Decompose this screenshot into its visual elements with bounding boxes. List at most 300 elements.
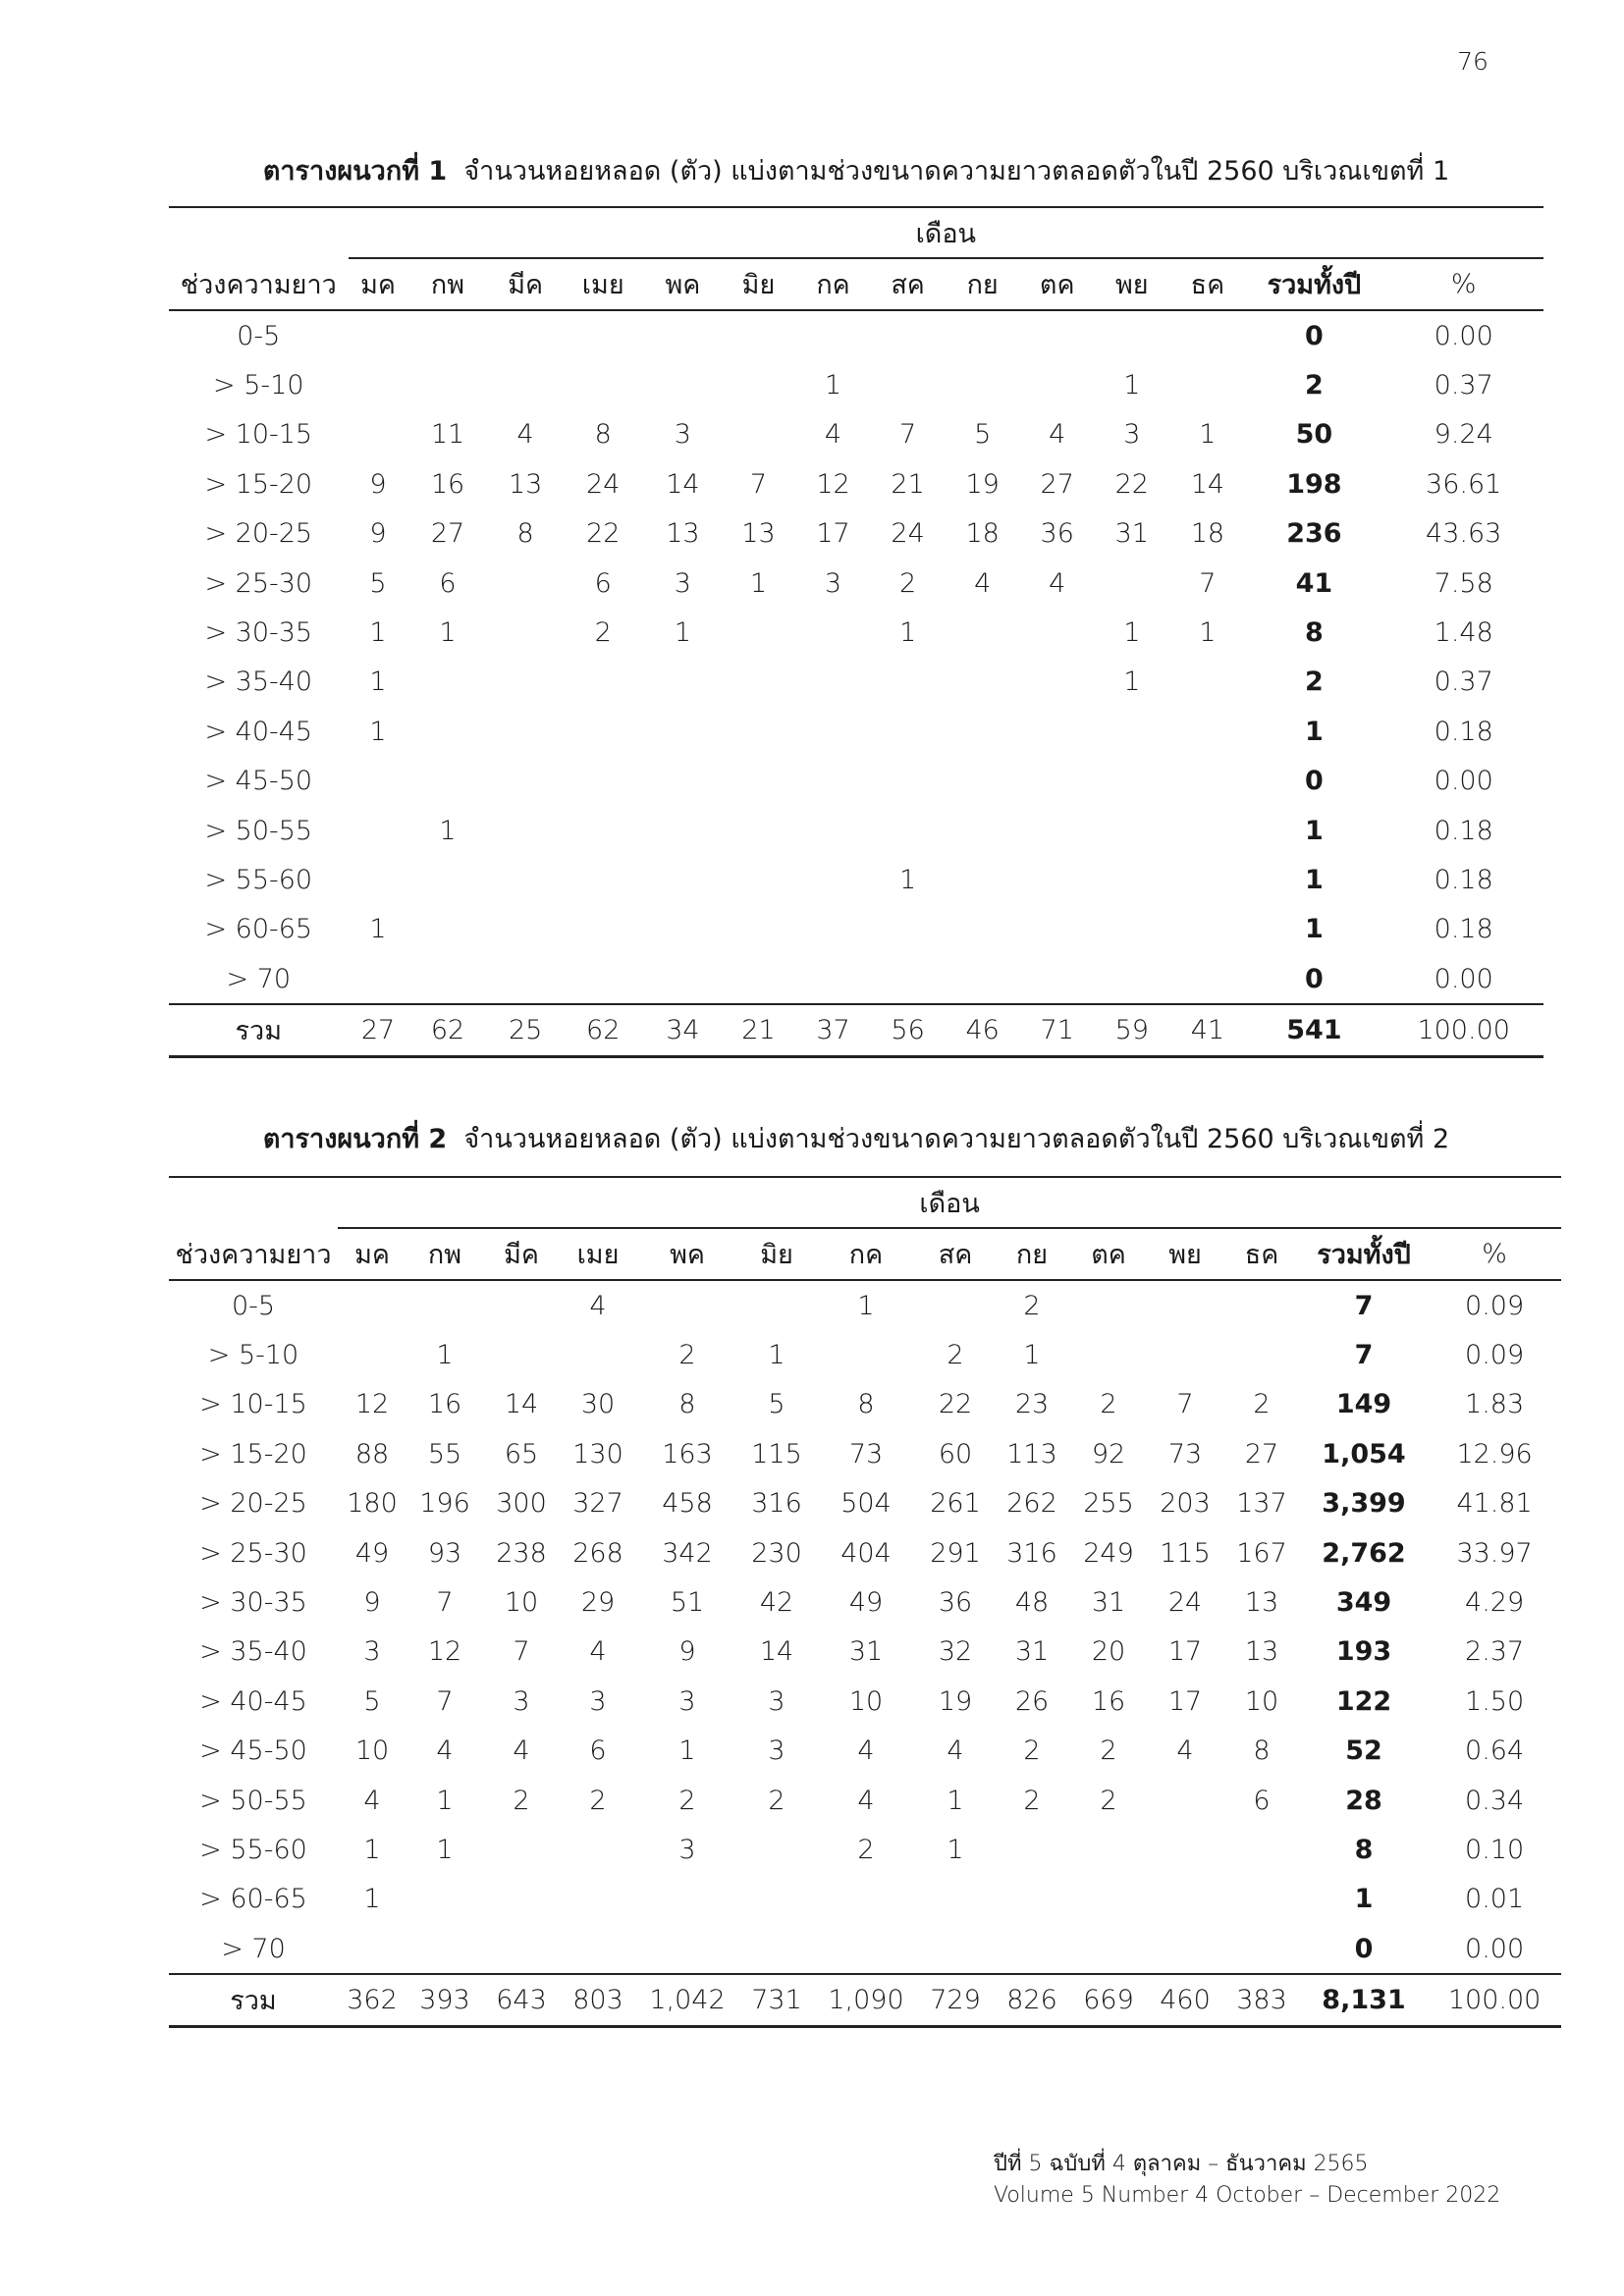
month-count-cell: 10 — [848, 1685, 884, 1717]
month-count-cell — [1093, 855, 1170, 904]
month-count-cell: 4 — [363, 1785, 381, 1816]
month-count-cell: 1 — [1123, 667, 1141, 698]
table-1-column-header: กพ — [407, 258, 487, 310]
month-count-cell: 5 — [768, 1389, 785, 1420]
month-count-cell: 3 — [768, 1685, 785, 1717]
month-count-cell: 1 — [369, 716, 387, 747]
month-count-cell — [723, 806, 794, 855]
month-count-cell — [338, 1330, 406, 1379]
month-count-cell: 12 — [816, 468, 850, 500]
table-row — [169, 1330, 1561, 1379]
total-row-cell: 62 — [407, 1004, 487, 1056]
month-count-cell: 5 — [974, 419, 992, 451]
month-count-cell: 180 — [347, 1488, 398, 1520]
month-count-cell: 5 — [369, 567, 387, 599]
table-row — [169, 1380, 1561, 1429]
month-count-cell: 196 — [419, 1488, 470, 1520]
month-count-cell: 6 — [1253, 1785, 1271, 1816]
month-count-cell — [349, 954, 408, 1004]
month-count-cell — [564, 658, 643, 707]
month-count-cell — [1021, 707, 1093, 756]
total-row-cell: 826 — [994, 1974, 1070, 2026]
length-range-cell: > 40-45 — [204, 716, 313, 747]
month-count-cell: 10 — [504, 1587, 539, 1619]
month-count-cell — [1170, 658, 1244, 707]
month-count-cell: 9 — [363, 1587, 381, 1619]
month-count-cell: 404 — [840, 1537, 892, 1569]
month-count-cell: 4 — [1049, 419, 1066, 451]
month-count-cell: 6 — [439, 567, 457, 599]
month-count-cell: 3 — [589, 1685, 607, 1717]
month-count-cell — [1223, 1825, 1300, 1874]
month-count-cell — [738, 1875, 815, 1924]
total-row-cell: 34 — [643, 1004, 723, 1056]
month-count-cell — [564, 855, 643, 904]
month-count-cell: 27 — [1040, 468, 1074, 500]
month-count-cell — [872, 310, 944, 360]
month-count-cell — [815, 1330, 917, 1379]
month-count-cell — [1021, 310, 1093, 360]
percent-cell: 12.96 — [1456, 1438, 1533, 1469]
month-count-cell — [643, 707, 723, 756]
month-count-cell — [407, 360, 487, 409]
month-count-cell — [1070, 1330, 1147, 1379]
table-1-column-header: สค — [872, 258, 944, 310]
month-count-cell: 31 — [1014, 1636, 1050, 1668]
percent-cell: 0.37 — [1434, 370, 1493, 401]
annual-total-cell: 2,762 — [1322, 1537, 1406, 1569]
month-count-cell — [349, 757, 408, 806]
month-count-cell — [1093, 806, 1170, 855]
month-count-cell — [636, 1924, 738, 1974]
month-count-cell: 1 — [678, 1735, 696, 1767]
annual-total-cell: 0 — [1305, 320, 1324, 351]
month-count-cell — [994, 1825, 1070, 1874]
month-count-cell — [917, 1924, 994, 1974]
month-count-cell — [1170, 310, 1244, 360]
month-count-cell — [564, 757, 643, 806]
month-count-cell: 16 — [1091, 1685, 1126, 1717]
annual-total-cell: 8 — [1305, 617, 1324, 649]
month-count-cell: 8 — [1253, 1735, 1271, 1767]
annual-total-cell: 28 — [1345, 1785, 1382, 1816]
month-count-cell: 1 — [947, 1834, 964, 1865]
month-count-cell: 1 — [363, 1884, 381, 1915]
month-count-cell — [406, 1924, 483, 1974]
month-count-cell — [338, 1924, 406, 1974]
table-1-column-header: มค — [349, 258, 408, 310]
percent-cell: 0.09 — [1465, 1340, 1525, 1371]
month-count-cell: 2 — [1023, 1735, 1041, 1767]
month-count-cell: 2 — [1100, 1735, 1117, 1767]
month-count-cell — [944, 954, 1021, 1004]
month-count-cell — [738, 1280, 815, 1330]
month-count-cell: 7 — [1199, 567, 1217, 599]
annual-total-cell: 2 — [1305, 667, 1324, 698]
length-range-cell: > 70 — [226, 963, 292, 994]
month-count-cell — [723, 954, 794, 1004]
month-count-cell: 203 — [1160, 1488, 1211, 1520]
table-row — [169, 707, 1543, 756]
month-count-cell: 49 — [354, 1537, 390, 1569]
annual-total-cell: 0 — [1354, 1933, 1374, 1964]
table-2-column-header: สค — [917, 1228, 994, 1280]
total-row-cell: 362 — [338, 1974, 406, 2026]
month-count-cell: 1 — [899, 617, 917, 649]
percent-cell: 0.34 — [1465, 1785, 1525, 1816]
table-2-column-header: ธค — [1223, 1228, 1300, 1280]
month-count-cell — [636, 1280, 738, 1330]
month-count-cell: 30 — [580, 1389, 616, 1420]
month-count-cell — [483, 1825, 560, 1874]
month-count-cell: 4 — [513, 1735, 530, 1767]
month-count-cell: 4 — [824, 419, 842, 451]
total-row — [169, 1004, 1543, 1056]
page-number: 76 — [1457, 47, 1489, 76]
month-count-cell: 18 — [965, 518, 1000, 550]
month-count-cell: 12 — [354, 1389, 390, 1420]
month-count-cell — [407, 707, 487, 756]
month-count-cell: 4 — [947, 1735, 964, 1767]
month-count-cell: 14 — [759, 1636, 794, 1668]
month-count-cell: 9 — [369, 468, 387, 500]
month-count-cell — [560, 1825, 636, 1874]
month-count-cell: 130 — [572, 1438, 623, 1469]
month-count-cell — [407, 855, 487, 904]
month-count-cell — [872, 360, 944, 409]
month-count-cell — [944, 608, 1021, 657]
month-count-cell: 19 — [938, 1685, 973, 1717]
month-count-cell — [349, 410, 408, 459]
month-count-cell: 255 — [1083, 1488, 1134, 1520]
month-count-cell: 1 — [857, 1290, 875, 1321]
month-count-cell — [723, 360, 794, 409]
month-count-cell: 13 — [1244, 1587, 1279, 1619]
percent-cell: 9.24 — [1434, 419, 1493, 451]
month-count-cell — [406, 1280, 483, 1330]
month-count-cell: 8 — [516, 518, 534, 550]
annual-total-cell: 1 — [1305, 864, 1324, 895]
length-range-cell: > 25-30 — [204, 567, 313, 599]
month-count-cell: 65 — [504, 1438, 539, 1469]
month-count-cell: 2 — [1253, 1389, 1271, 1420]
total-row-cell: 460 — [1147, 1974, 1223, 2026]
month-count-cell — [723, 410, 794, 459]
table-1-column-header: เมย — [564, 258, 643, 310]
month-count-cell: 51 — [670, 1587, 705, 1619]
month-count-cell: 73 — [848, 1438, 884, 1469]
month-count-cell — [564, 360, 643, 409]
month-count-cell: 249 — [1083, 1537, 1134, 1569]
annual-total-cell: 2 — [1305, 370, 1324, 401]
month-count-cell: 238 — [496, 1537, 547, 1569]
total-row-cell: 71 — [1021, 1004, 1093, 1056]
percent-cell: 0.00 — [1434, 320, 1493, 351]
month-count-cell — [1223, 1280, 1300, 1330]
month-count-cell — [407, 658, 487, 707]
table-1-column-header: ธค — [1170, 258, 1244, 310]
length-range-cell: > 30-35 — [204, 617, 313, 649]
month-count-cell: 1 — [1123, 617, 1141, 649]
total-row-cell: 56 — [872, 1004, 944, 1056]
table-row — [169, 608, 1543, 657]
total-row-cell: 541 — [1244, 1004, 1383, 1056]
month-count-cell — [643, 806, 723, 855]
footer-issue-english: Volume 5 Number 4 October – December 2022 — [994, 2183, 1501, 2208]
annual-total-cell: 236 — [1286, 518, 1342, 550]
month-count-cell — [794, 954, 872, 1004]
length-range-cell: > 30-35 — [199, 1587, 307, 1619]
total-row-cell: 100.00 — [1428, 1974, 1561, 2026]
month-count-cell: 10 — [354, 1735, 390, 1767]
table-2-body — [169, 1280, 1561, 2026]
table-row — [169, 658, 1543, 707]
month-count-cell: 3 — [678, 1834, 696, 1865]
annual-total-cell: 149 — [1335, 1389, 1392, 1420]
month-count-cell — [643, 360, 723, 409]
table-row — [169, 1479, 1561, 1528]
table-1-column-header: มิย — [723, 258, 794, 310]
annual-total-cell: 3,399 — [1322, 1488, 1406, 1520]
month-count-cell — [1070, 1825, 1147, 1874]
length-range-cell: > 5-10 — [207, 1340, 299, 1371]
table-2-column-header: กพ — [406, 1228, 483, 1280]
month-count-cell: 21 — [891, 468, 925, 500]
month-count-cell — [406, 1875, 483, 1924]
table-1-column-header: มีค — [488, 258, 564, 310]
percent-cell: 0.01 — [1465, 1884, 1525, 1915]
table-1-column-header: พย — [1093, 258, 1170, 310]
month-count-cell: 14 — [1190, 468, 1225, 500]
month-count-cell — [872, 707, 944, 756]
month-count-cell: 2 — [678, 1340, 696, 1371]
month-count-cell — [1147, 1825, 1223, 1874]
length-range-cell: > 45-50 — [204, 766, 313, 797]
month-count-cell: 2 — [768, 1785, 785, 1816]
month-count-cell — [794, 707, 872, 756]
month-count-cell — [1093, 559, 1170, 608]
month-count-cell: 60 — [938, 1438, 973, 1469]
month-count-cell — [1070, 1924, 1147, 1974]
month-count-cell — [488, 954, 564, 1004]
month-count-cell — [488, 905, 564, 954]
month-count-cell — [1070, 1875, 1147, 1924]
table-2-month-group-row — [169, 1177, 1561, 1228]
month-count-cell — [643, 310, 723, 360]
annual-total-cell: 0 — [1305, 766, 1324, 797]
month-count-cell — [488, 855, 564, 904]
month-count-cell: 24 — [1167, 1587, 1203, 1619]
table-2-column-header: กย — [994, 1228, 1070, 1280]
table-2-column-header: ช่วงความยาว — [169, 1228, 338, 1280]
month-count-cell — [1021, 954, 1093, 1004]
annual-total-cell: 198 — [1286, 468, 1342, 500]
annual-total-cell: 7 — [1354, 1340, 1374, 1371]
percent-cell: 7.58 — [1434, 567, 1493, 599]
month-count-cell: 8 — [678, 1389, 696, 1420]
annual-total-cell: 7 — [1354, 1290, 1374, 1321]
total-row-cell: 383 — [1223, 1974, 1300, 2026]
month-count-cell: 16 — [430, 468, 465, 500]
month-count-cell: 31 — [1114, 518, 1149, 550]
month-count-cell: 1 — [439, 617, 457, 649]
month-count-cell: 27 — [430, 518, 465, 550]
month-count-cell — [349, 360, 408, 409]
month-count-cell — [488, 559, 564, 608]
month-count-cell — [1147, 1280, 1223, 1330]
length-range-cell: > 15-20 — [199, 1438, 307, 1469]
month-count-cell: 12 — [427, 1636, 462, 1668]
month-count-cell — [794, 855, 872, 904]
month-count-cell: 19 — [965, 468, 1000, 500]
month-count-cell — [349, 310, 408, 360]
total-row-cell: 62 — [564, 1004, 643, 1056]
month-count-cell — [872, 954, 944, 1004]
table-1-column-header: ช่วงความยาว — [169, 258, 349, 310]
month-count-cell — [488, 658, 564, 707]
month-count-cell: 13 — [741, 518, 776, 550]
month-count-cell — [1021, 608, 1093, 657]
month-count-cell — [723, 707, 794, 756]
month-count-cell: 7 — [749, 468, 768, 500]
month-count-cell — [994, 1875, 1070, 1924]
month-count-cell: 4 — [516, 419, 534, 451]
table-row — [169, 559, 1543, 608]
table-2-caption-label: ตารางผนวกที่ 2 — [262, 1124, 448, 1154]
table-row — [169, 310, 1543, 360]
month-count-cell — [349, 806, 408, 855]
month-count-cell: 1 — [369, 617, 387, 649]
month-count-cell: 3 — [768, 1735, 785, 1767]
length-range-cell: > 60-65 — [204, 914, 313, 945]
length-range-cell: > 35-40 — [199, 1636, 307, 1668]
month-count-cell — [944, 905, 1021, 954]
month-count-cell: 4 — [857, 1785, 875, 1816]
total-row-label: รวม — [169, 1974, 338, 2026]
month-count-cell: 7 — [1176, 1389, 1194, 1420]
annual-total-cell: 1 — [1354, 1884, 1374, 1915]
month-count-cell — [1223, 1924, 1300, 1974]
month-count-cell — [560, 1924, 636, 1974]
month-count-cell — [483, 1280, 560, 1330]
month-count-cell: 1 — [1199, 419, 1217, 451]
month-count-cell — [564, 954, 643, 1004]
month-count-cell: 1 — [824, 370, 842, 401]
percent-cell: 0.18 — [1434, 815, 1493, 846]
month-count-cell: 48 — [1014, 1587, 1050, 1619]
length-range-cell: > 15-20 — [204, 468, 313, 500]
total-row-cell: 27 — [349, 1004, 408, 1056]
table-2 — [169, 1176, 1561, 2028]
month-count-cell — [1093, 954, 1170, 1004]
length-range-cell: > 55-60 — [204, 864, 313, 895]
percent-cell: 0.00 — [1434, 766, 1493, 797]
month-count-cell — [643, 855, 723, 904]
month-count-cell — [723, 310, 794, 360]
month-count-cell: 163 — [662, 1438, 713, 1469]
month-count-cell: 7 — [899, 419, 917, 451]
percent-cell: 1.48 — [1434, 617, 1493, 649]
month-count-cell: 1 — [1023, 1340, 1041, 1371]
month-count-cell: 7 — [436, 1685, 454, 1717]
table-2-column-header: % — [1428, 1228, 1561, 1280]
month-count-cell: 42 — [759, 1587, 794, 1619]
table-2-column-header: พค — [636, 1228, 738, 1280]
month-count-cell — [872, 806, 944, 855]
month-count-cell: 327 — [572, 1488, 623, 1520]
month-count-cell — [872, 757, 944, 806]
month-count-cell: 342 — [662, 1537, 713, 1569]
month-count-cell — [794, 658, 872, 707]
percent-cell: 4.29 — [1465, 1587, 1525, 1619]
total-row-cell: 729 — [917, 1974, 994, 2026]
annual-total-cell: 122 — [1335, 1685, 1392, 1717]
month-count-cell: 23 — [1014, 1389, 1050, 1420]
month-count-cell — [1170, 905, 1244, 954]
month-count-cell: 316 — [751, 1488, 802, 1520]
total-row — [169, 1974, 1561, 2026]
table-row — [169, 1528, 1561, 1577]
table-1-caption-text: จำนวนหอยหลอด (ตัว) แบ่งตามช่วงขนาดความยาวตลอดตัวในปี 2560 บริเวณเขตที่ 1 — [463, 156, 1450, 187]
table-row — [169, 1628, 1561, 1677]
month-count-cell: 1 — [436, 1785, 454, 1816]
month-count-cell: 3 — [824, 567, 842, 599]
month-count-cell: 115 — [1160, 1537, 1211, 1569]
length-range-cell: > 25-30 — [199, 1537, 307, 1569]
total-row-cell: 100.00 — [1383, 1004, 1543, 1056]
annual-total-cell: 50 — [1295, 419, 1333, 451]
month-count-cell — [723, 855, 794, 904]
month-count-cell: 458 — [662, 1488, 713, 1520]
month-count-cell — [738, 1825, 815, 1874]
length-range-cell: > 50-55 — [204, 815, 313, 846]
table-1-blank-corner — [169, 207, 349, 258]
annual-total-cell: 349 — [1335, 1587, 1392, 1619]
table-2-column-header: มิย — [738, 1228, 815, 1280]
month-count-cell: 2 — [594, 617, 612, 649]
month-count-cell: 26 — [1014, 1685, 1050, 1717]
month-count-cell: 4 — [1049, 567, 1066, 599]
month-count-cell: 9 — [678, 1636, 696, 1668]
percent-cell: 0.00 — [1434, 963, 1493, 994]
percent-cell: 33.97 — [1456, 1537, 1533, 1569]
month-count-cell — [917, 1280, 994, 1330]
table-row — [169, 806, 1543, 855]
month-count-cell: 113 — [1006, 1438, 1057, 1469]
month-count-cell — [815, 1924, 917, 1974]
month-count-cell — [564, 806, 643, 855]
total-row-cell: 1,090 — [815, 1974, 917, 2026]
month-count-cell — [794, 806, 872, 855]
month-count-cell: 137 — [1236, 1488, 1287, 1520]
month-count-cell: 4 — [436, 1735, 454, 1767]
total-row-label: รวม — [169, 1004, 349, 1056]
month-count-cell: 2 — [947, 1340, 964, 1371]
month-count-cell — [1021, 658, 1093, 707]
month-count-cell: 300 — [496, 1488, 547, 1520]
table-row — [169, 1280, 1561, 1330]
total-row-cell: 803 — [560, 1974, 636, 2026]
month-count-cell — [723, 608, 794, 657]
month-count-cell: 4 — [857, 1735, 875, 1767]
month-count-cell: 2 — [1100, 1389, 1117, 1420]
month-count-cell — [636, 1875, 738, 1924]
month-count-cell — [944, 310, 1021, 360]
month-count-cell — [794, 757, 872, 806]
month-count-cell: 1 — [436, 1834, 454, 1865]
percent-cell: 0.64 — [1465, 1735, 1525, 1767]
table-1-caption-label: ตารางผนวกที่ 1 — [262, 156, 448, 187]
